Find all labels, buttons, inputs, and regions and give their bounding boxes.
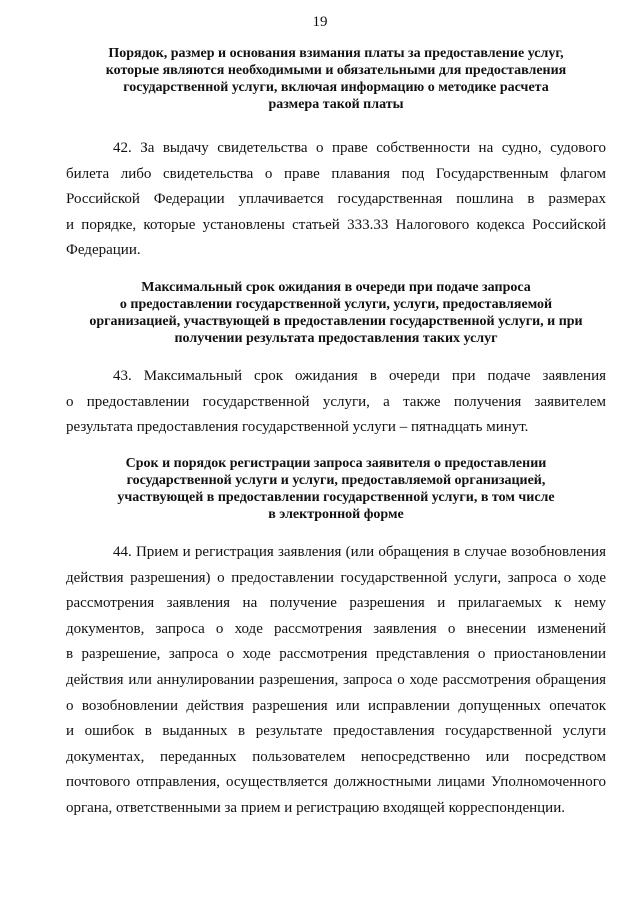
paragraph-line: 44. Прием и регистрация заявления (или обращения в случае возобновления <box>113 544 606 560</box>
heading-line: в электронной форме <box>268 507 404 522</box>
paragraph-line: о предоставлении государственной услуги, а также получения заявителем <box>66 393 606 410</box>
heading-line: организацией, участвующей в предоставлении государственной услуги, и при <box>89 314 583 329</box>
paragraph-line: 43. Максимальный срок ожидания в очереди при подаче заявления <box>113 368 606 384</box>
heading-line: о предоставлении государственной услуги, услуги, предоставляемой <box>119 297 553 312</box>
paragraph-line: рассмотрения заявления на получение разрешения и прилагаемых к нему <box>66 595 606 612</box>
paragraph-line: действия разрешения) о предоставлении государственной услуги, запроса о ходе <box>66 569 606 586</box>
paragraph-line: действия или аннулировании разрешения, запроса о ходе рассмотрения обращения <box>66 671 606 688</box>
paragraph-line: документов, запроса о ходе рассмотрения заявления о внесении изменений <box>66 620 606 637</box>
paragraph-line: почтового отправления, осуществляется должностными лицами Уполномоченного <box>66 774 606 791</box>
paragraph-44 <box>66 540 606 822</box>
paragraph-line: и порядке, которые установлены статьей 333.33 Налогового кодекса Российской <box>66 216 606 233</box>
paragraph-line: Российской Федерации уплачивается государственная пошлина в размерах <box>66 191 606 208</box>
paragraph-line: результата предоставления государственной услуги – пятнадцать минут. <box>66 419 529 436</box>
section-heading-waiting-time <box>66 279 606 347</box>
paragraph-line: Федерации. <box>66 242 141 259</box>
heading-line: Порядок, размер и основания взимания платы за предоставление услуг, <box>108 46 564 61</box>
heading-line: Срок и порядок регистрации запроса заявителя о предоставлении <box>125 456 547 471</box>
page-number: 19 <box>312 14 328 30</box>
paragraph-line: документах, переданных пользователем непосредственно или посредством <box>66 748 606 765</box>
paragraph-line: в разрешение, запроса о ходе рассмотрения представления о приостановлении <box>66 646 606 663</box>
section-heading-fee <box>66 45 606 113</box>
paragraph-line: 42. За выдачу свидетельства о праве собственности на судно, судового <box>113 140 606 156</box>
paragraph-line: органа, ответственными за прием и регистрацию входящей корреспонденции. <box>66 799 565 816</box>
heading-line: участвующей в предоставлении государственной услуги, в том числе <box>117 490 555 505</box>
paragraph-43 <box>66 364 606 441</box>
heading-line: которые являются необходимыми и обязательными для предоставления <box>105 63 567 78</box>
heading-line: государственной услуги, включая информацию о методике расчета <box>123 80 549 95</box>
heading-line: размера такой платы <box>268 97 404 112</box>
paragraph-line: билета либо свидетельства о праве плавания под Государственным флагом <box>66 165 606 182</box>
paragraph-42 <box>66 136 606 264</box>
paragraph-line: и ошибок в выданных в результате предоставления государственной услуги <box>66 723 606 740</box>
heading-line: получении результата предоставления таких услуг <box>174 331 498 346</box>
section-heading-registration <box>66 455 606 523</box>
heading-line: Максимальный срок ожидания в очереди при подаче запроса <box>141 280 531 295</box>
heading-line: государственной услуги и услуги, предоставляемой организацией, <box>126 473 546 488</box>
paragraph-line: о возобновлении действия разрешения или исправлении допущенных опечаток <box>66 697 606 714</box>
